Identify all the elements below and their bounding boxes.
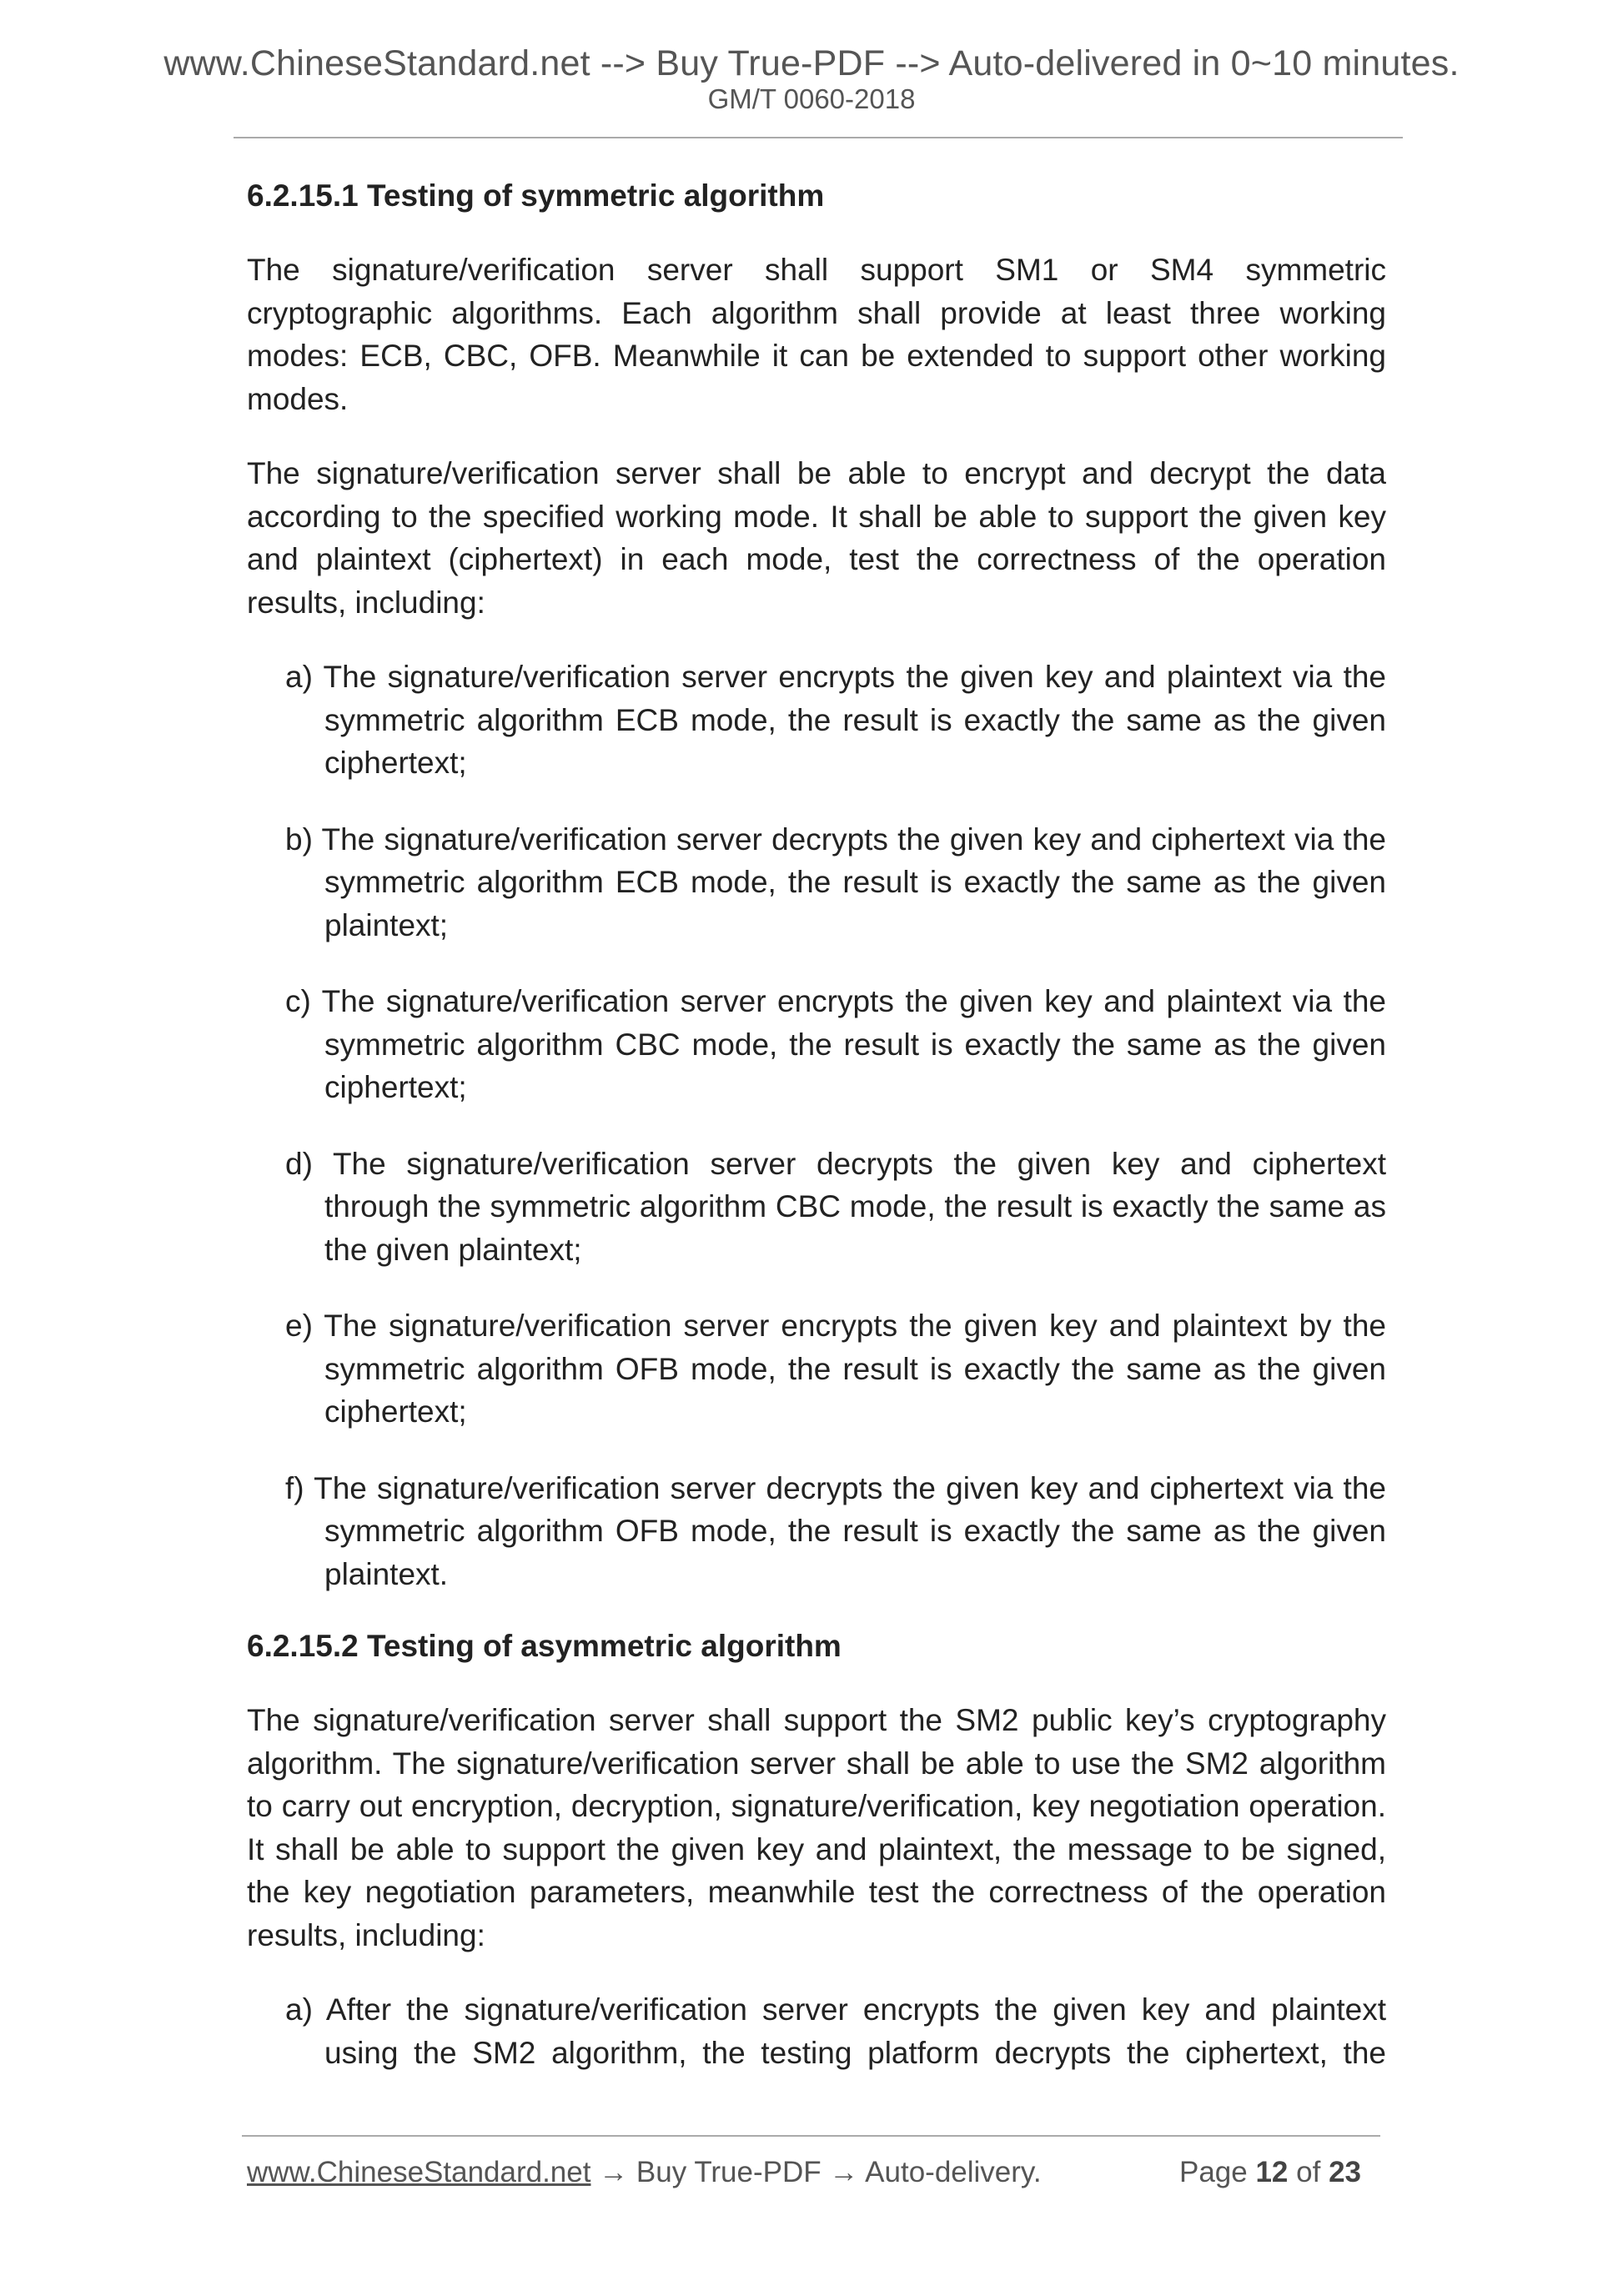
of-label: of [1296, 2156, 1321, 2188]
list-item: a) After the signature/verification server encrypts the given key and plaintext using the SM2 algorithm, the testing platform decrypts the ciphertext, the [285, 1992, 1386, 2070]
page-indicator [1179, 2156, 1361, 2189]
footer-divider [242, 2135, 1380, 2137]
page-label: Page [1178, 2156, 1248, 2188]
header-divider [234, 137, 1403, 138]
footer-site-link[interactable]: www.ChineseStandard.net [247, 2156, 591, 2188]
paragraph: The signature/verification server shall be able to encrypt and decrypt the data according to the specified working mode. It shall be able to support the given key and plaintext (ciphertext) in each mode, test the correctness of the operation results, including: [247, 456, 1386, 620]
footer [247, 2156, 1379, 2189]
list-item: c) The signature/verification server encrypts the given key and plaintext via the symmetric algorithm CBC mode, the result is exactly the same as the given ciphertext; [285, 984, 1386, 1104]
section-heading-asymmetric: 6.2.15.2 Testing of asymmetric algorithm [247, 1629, 842, 1663]
list-item: a) The signature/verification server encrypts the given key and plaintext via the symmetric algorithm ECB mode, the result is exactly the same as the given ciphertext; [285, 660, 1386, 780]
list-item: d) The signature/verification server decrypts the given key and ciphertext through the symmetric algorithm CBC mode, the result is exactly the same as the given plaintext; [285, 1146, 1386, 1267]
list-item: f) The signature/verification server decrypts the given key and ciphertext via the symmetric algorithm OFB mode, the result is exactly the same as the given plaintext. [285, 1470, 1386, 1591]
page-total: 23 [1329, 2156, 1361, 2188]
site-banner: www.ChineseStandard.net --> Buy True-PDF --> Auto-delivered in 0~10 minutes. [163, 43, 1460, 83]
section-heading-symmetric: 6.2.15.1 Testing of symmetric algorithm [247, 178, 825, 213]
page-number: 12 [1255, 2156, 1289, 2188]
paragraph: The signature/verification server shall support the SM2 public key’s cryptography algorithm. The signature/verification server shall be able to use the SM2 algorithm to carry out encryption, decryption, signature/verification, key negotiation operation. It shall be able to support the given key and plaintext, the message to be signed, the key negotiation parameters, meanwhile test the correctness of the operation results, including: [247, 1703, 1386, 1952]
list-item: e) The signature/verification server encrypts the given key and plaintext by the symmetric algorithm OFB mode, the result is exactly the same as the given ciphertext; [285, 1309, 1386, 1429]
footer-left [247, 2156, 1042, 2189]
list-item: b) The signature/verification server decrypts the given key and ciphertext via the symmetric algorithm ECB mode, the result is exactly the same as the given plaintext; [285, 821, 1386, 942]
footer-tagline: → Buy True-PDF → Auto-delivery. [590, 2156, 1042, 2188]
document-number: GM/T 0060-2018 [707, 83, 916, 114]
page-content [247, 175, 1386, 2108]
paragraph: The signature/verification server shall support SM1 or SM4 symmetric cryptographic algorithms. Each algorithm shall provide at least three working modes: ECB, CBC, OFB. Meanwhile it can be extended to support other working modes. [247, 253, 1386, 416]
